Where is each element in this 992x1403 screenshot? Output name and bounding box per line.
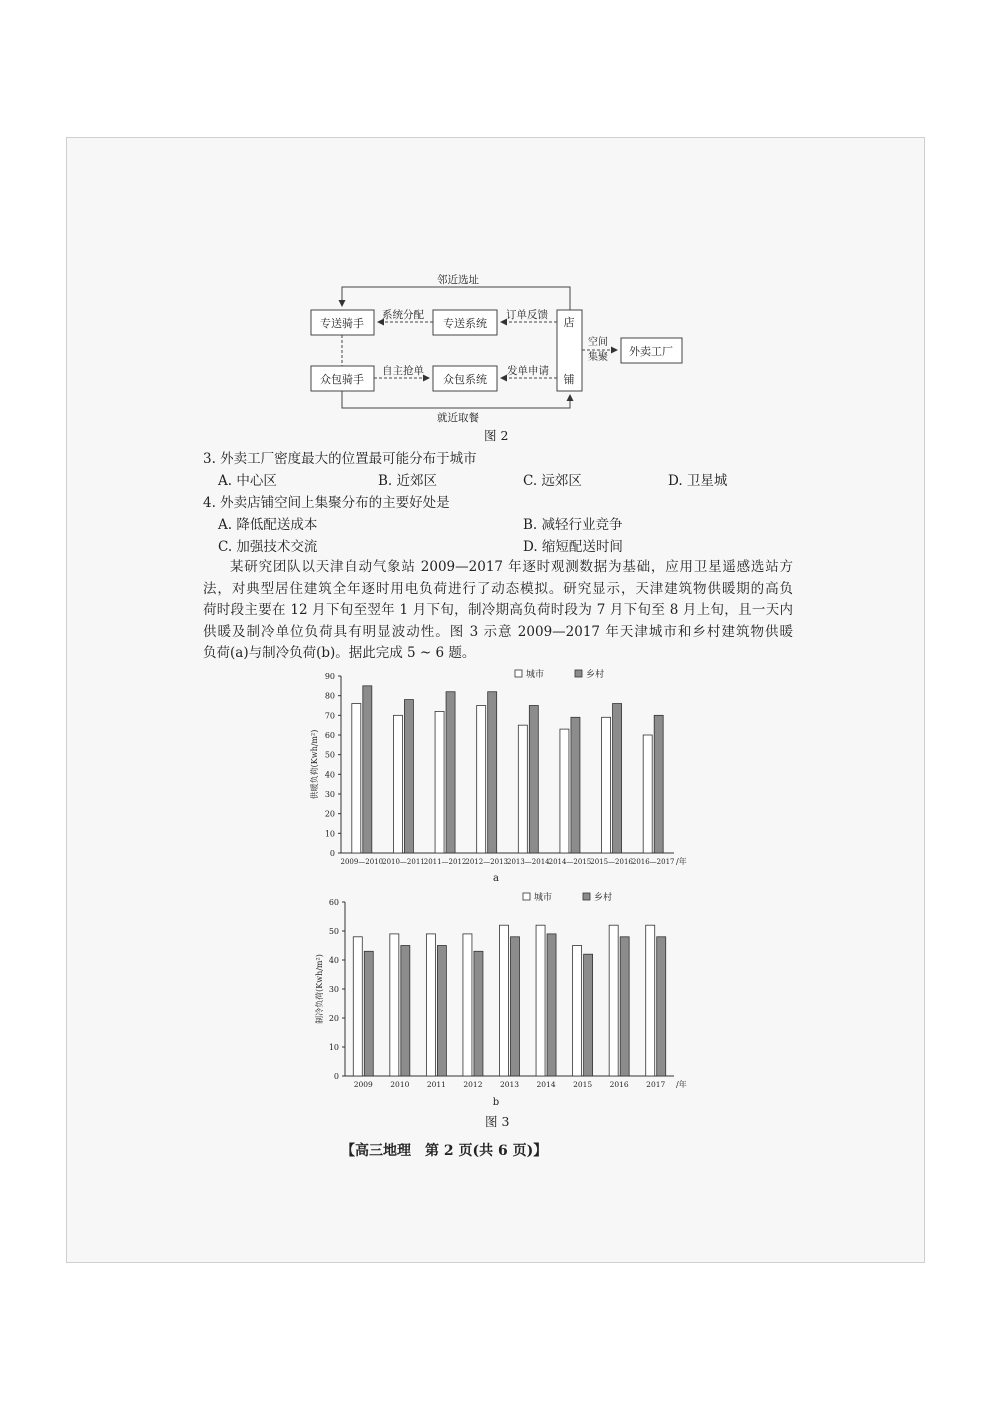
y-tick-label: 40 (328, 956, 339, 965)
bar-urban (435, 711, 444, 853)
bar-urban (500, 925, 509, 1076)
shop-label-top: 店 (563, 316, 575, 329)
figure-2-caption: 图 2 (484, 428, 509, 443)
bar-rural (547, 934, 556, 1076)
bar-urban (463, 934, 472, 1076)
q4-option-c: C. 加强技术交流 (218, 539, 318, 555)
bar-urban (426, 934, 435, 1076)
bar-rural (620, 937, 629, 1076)
legend-label: 城市 (534, 893, 553, 903)
edge-dispatch-request: 发单申请 (507, 365, 549, 377)
panel-label: a (493, 873, 499, 884)
y-tick-label: 10 (324, 829, 335, 839)
x-tick-label: 2015—2016 (590, 858, 633, 866)
x-tick-label: 2016—2017 (631, 858, 675, 866)
x-tick-label: 2010 (390, 1080, 410, 1089)
legend-swatch (523, 893, 530, 900)
chart-a-heating-load (300, 662, 700, 884)
passage (203, 557, 793, 665)
y-tick-label: 60 (324, 731, 335, 740)
shop-label-bottom: 铺 (563, 373, 575, 386)
y-tick-label: 80 (324, 691, 335, 701)
q3-option-b: B. 近郊区 (378, 473, 438, 489)
bar-urban (536, 925, 545, 1076)
bar-rural (571, 717, 580, 853)
question-3-stem: 3. 外卖工厂密度最大的位置最可能分布于城市 (203, 451, 477, 467)
bar-urban (646, 925, 655, 1076)
bar-urban (560, 729, 569, 853)
y-tick-label: 20 (328, 1014, 339, 1023)
x-tick-label: 2013—2014 (506, 858, 550, 866)
passage-line: 负荷(a)与制冷负荷(b)。据此完成 5 ~ 6 题。 (203, 645, 476, 661)
crowd-rider-label: 众包骑手 (320, 373, 364, 386)
x-tick-label: 2017 (646, 1080, 666, 1089)
bar-urban (573, 946, 582, 1077)
x-tick-label: 2010—2011 (382, 858, 425, 866)
passage-line: 供暖及制冷单位负荷具有明显波动性。图 3 示意 2009—2017 年天津城市和乡村建筑物供暖 (203, 623, 793, 640)
bar-urban (643, 735, 652, 853)
crowd-system-label: 众包系统 (443, 373, 487, 386)
x-tick-label: 2011—2012 (423, 858, 467, 866)
x-tick-label: 2009 (353, 1080, 373, 1089)
bar-rural (404, 700, 413, 853)
passage-line: 荷时段主要在 12 月下旬至翌年 1 月下旬，制冷期高负荷时段为 7 月下旬至 8 月上旬，且一天内 (203, 602, 793, 618)
factory-label: 外卖工厂 (629, 345, 673, 358)
y-tick-label: 40 (324, 770, 335, 780)
x-axis-unit: /年 (676, 857, 687, 866)
q4-option-b: B. 减轻行业竞争 (523, 517, 623, 533)
passage-line: 某研究团队以天津自动气象站 2009—2017 年逐时观测数据为基础，应用卫星遥感选站方 (230, 559, 793, 575)
y-tick-label: 90 (324, 672, 335, 681)
bar-rural (437, 946, 446, 1077)
x-tick-label: 2009—2010 (340, 858, 384, 866)
x-tick-label: 2014—2015 (548, 858, 592, 866)
legend-swatch (575, 670, 582, 677)
chart-b-cooling-load (300, 886, 700, 1110)
panel-label: b (492, 1097, 500, 1108)
q3-option-c: C. 远郊区 (523, 473, 582, 489)
bar-urban (609, 925, 618, 1076)
edge-pickup-nearby: 就近取餐 (437, 412, 479, 424)
y-tick-label: 50 (324, 750, 335, 760)
y-tick-label: 60 (328, 898, 339, 907)
x-tick-label: 2015 (573, 1080, 593, 1089)
bar-urban (352, 704, 361, 853)
x-tick-label: 2016 (609, 1080, 629, 1089)
x-axis-unit: /年 (676, 1080, 687, 1089)
bar-rural (363, 686, 372, 853)
edge-system-assign: 系统分配 (382, 309, 424, 321)
x-tick-label: 2012—2013 (465, 858, 509, 866)
bar-urban (390, 934, 399, 1076)
bar-rural (654, 715, 663, 853)
question-4-stem: 4. 外卖店铺空间上集聚分布的主要好处是 (203, 495, 450, 511)
legend-label: 乡村 (594, 893, 613, 903)
page-footer: 【高三地理 第 2 页(共 6 页)】 (341, 1143, 548, 1159)
q4-option-a: A. 降低配送成本 (218, 517, 318, 533)
legend-label: 乡村 (586, 670, 605, 680)
bar-urban (602, 717, 611, 853)
y-tick-label: 20 (324, 809, 335, 819)
bar-urban (353, 937, 362, 1076)
legend-swatch (515, 670, 522, 677)
bar-urban (393, 715, 402, 853)
dedicated-rider-label: 专送骑手 (320, 317, 364, 330)
y-tick-label: 0 (329, 849, 335, 858)
q4-option-d: D. 缩短配送时间 (523, 539, 623, 555)
bar-rural (511, 937, 520, 1076)
q3-option-d: D. 卫星城 (668, 473, 728, 489)
y-tick-label: 10 (328, 1043, 339, 1052)
bar-rural (529, 706, 538, 854)
y-axis-label: 供暖负荷(Kwh/m²) (310, 729, 319, 800)
edge-order-feedback: 订单反馈 (506, 309, 548, 321)
y-tick-label: 30 (324, 790, 335, 799)
edge-nearby-site: 邻近选址 (437, 274, 479, 286)
x-tick-label: 2014 (536, 1080, 556, 1089)
legend-swatch (583, 893, 590, 900)
x-tick-label: 2013 (499, 1080, 520, 1089)
q3-option-a: A. 中心区 (218, 473, 277, 489)
edge-spatial-2: 集聚 (588, 352, 608, 363)
edge-spatial-1: 空间 (588, 337, 608, 348)
passage-line: 法，对典型居住建筑全年逐时用电负荷进行了动态模拟。研究显示，天津建筑物供暖期的高负 (203, 580, 793, 597)
bar-rural (446, 692, 455, 853)
bar-rural (657, 937, 666, 1076)
y-tick-label: 0 (333, 1072, 339, 1081)
y-tick-label: 50 (328, 927, 339, 936)
bar-rural (613, 704, 622, 853)
x-tick-label: 2012 (463, 1080, 483, 1089)
bar-urban (518, 725, 527, 853)
y-tick-label: 70 (324, 711, 335, 721)
bar-rural (584, 954, 593, 1076)
edge-self-grab: 自主抢单 (382, 365, 424, 377)
bar-rural (401, 946, 410, 1077)
bar-rural (364, 951, 373, 1076)
bar-urban (477, 706, 486, 854)
y-tick-label: 30 (328, 985, 339, 994)
y-axis-label: 制冷负荷(Kwh/m²) (315, 954, 324, 1024)
figure-3-caption: 图 3 (485, 1114, 510, 1129)
dedicated-system-label: 专送系统 (443, 317, 487, 330)
legend-label: 城市 (526, 670, 545, 680)
x-tick-label: 2011 (426, 1080, 446, 1089)
bar-rural (474, 951, 483, 1076)
bar-rural (488, 692, 497, 853)
